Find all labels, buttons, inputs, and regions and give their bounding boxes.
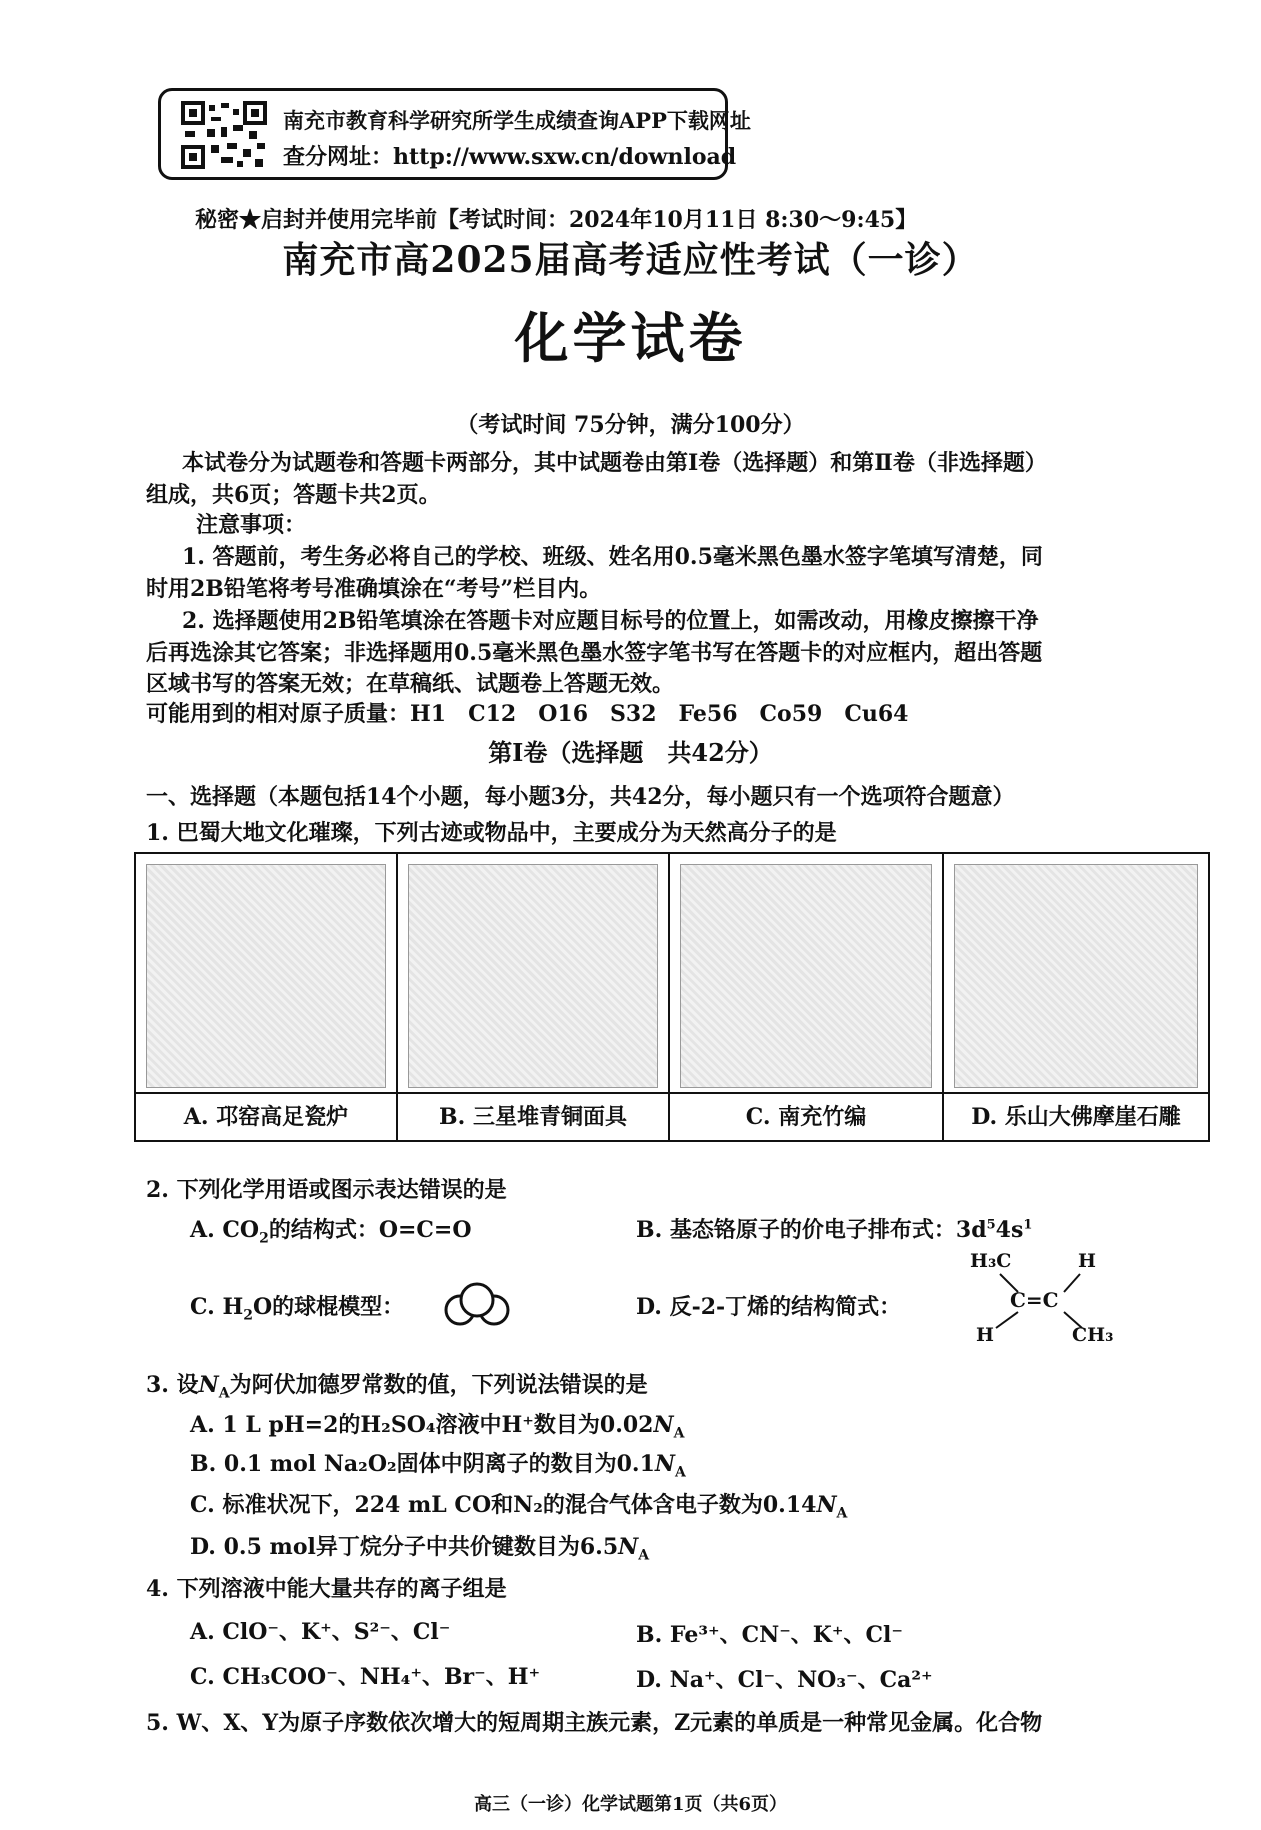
exam-title: 南充市高2025届高考适应性考试（一诊） bbox=[282, 239, 979, 281]
section-heading: 第Ⅰ卷（选择题 共42分） bbox=[488, 738, 773, 767]
q4-stem: 4. 下列溶液中能大量共存的离子组是 bbox=[146, 1576, 507, 1602]
q2-a-text: A. CO bbox=[190, 1217, 260, 1243]
avogadro-sub: A bbox=[218, 1385, 230, 1402]
q2-a-text: 的结构式：O=C=O bbox=[268, 1217, 472, 1243]
q4-option-c[interactable]: C. CH₃COO⁻、NH₄⁺、Br⁻、H⁺ bbox=[190, 1664, 541, 1690]
struct-bond-lines bbox=[960, 1250, 1120, 1350]
exam-duration: （考试时间 75分钟，满分100分） bbox=[456, 412, 805, 438]
q2-b-sup: 1 bbox=[1023, 1217, 1033, 1233]
avogadro-sub: A bbox=[638, 1547, 650, 1564]
q1-stem: 1. 巴蜀大地文化璀璨，下列古迹或物品中，主要成分为天然高分子的是 bbox=[146, 820, 837, 846]
bamboo-bull-image bbox=[680, 864, 932, 1088]
q2-option-d[interactable]: D. 反-2-丁烯的结构简式： bbox=[636, 1294, 902, 1320]
q2-stem: 2. 下列化学用语或图示表达错误的是 bbox=[146, 1177, 507, 1203]
avogadro-sub: A bbox=[836, 1505, 848, 1522]
q1-option-a: A. 邛窑高足瓷炉 bbox=[136, 1092, 396, 1140]
q4-option-d[interactable]: D. Na⁺、Cl⁻、NO₃⁻、Ca²⁺ bbox=[636, 1667, 933, 1693]
q2-b-text: 4s bbox=[995, 1217, 1024, 1243]
part-instructions: 一、选择题（本题包括14个小题，每小题3分，共42分，每小题只有一个选项符合题意） bbox=[146, 784, 1015, 810]
bronze-mask-image bbox=[408, 864, 658, 1088]
struct-h: H bbox=[976, 1324, 994, 1346]
q1-figure-table bbox=[134, 852, 1210, 1142]
porcelain-stove-image bbox=[146, 864, 386, 1088]
notice-item: 1. 答题前，考生务必将自己的学校、班级、姓名用0.5毫米黑色墨水签字笔填写清楚，同 bbox=[182, 544, 1043, 570]
qr-download-box bbox=[158, 88, 751, 180]
q3-stem bbox=[146, 1368, 648, 1401]
avogadro-symbol: N bbox=[618, 1534, 639, 1560]
q2-option-c[interactable] bbox=[190, 1290, 404, 1323]
page-footer: 高三（一诊）化学试题第1页（共6页） bbox=[473, 1794, 788, 1815]
q1-option-c: C. 南充竹编 bbox=[670, 1092, 942, 1140]
score-url-text[interactable]: 查分网址：http://www.sxw.cn/download bbox=[283, 144, 737, 170]
q3-c-text: C. 标准状况下，224 mL CO和N₂的混合气体含电子数为0.14 bbox=[190, 1492, 817, 1518]
struct-h3c: H₃C bbox=[970, 1250, 1012, 1272]
q3-option-a[interactable] bbox=[190, 1408, 684, 1441]
q1-option-d: D. 乐山大佛摩崖石雕 bbox=[944, 1092, 1208, 1140]
q4-option-a[interactable]: A. ClO⁻、K⁺、S²⁻、Cl⁻ bbox=[190, 1619, 451, 1645]
notice-item: 2. 选择题使用2B铅笔填涂在答题卡对应题目标号的位置上，如需改动，用橡皮擦擦干净 bbox=[182, 608, 1039, 634]
q2-b-text: B. 基态铬原子的价电子排布式：3d bbox=[636, 1217, 987, 1243]
q1-option-cell[interactable] bbox=[670, 854, 944, 1140]
notice-item: 时用2B铅笔将考号准确填涂在“考号”栏目内。 bbox=[146, 576, 602, 602]
q2-c-sub: 2 bbox=[243, 1307, 253, 1324]
q3-d-text: D. 0.5 mol异丁烷分子中共价键数目为6.5 bbox=[190, 1534, 619, 1560]
q2-b-sup: 5 bbox=[986, 1217, 996, 1233]
water-ball-stick-model-icon bbox=[442, 1282, 512, 1328]
q5-stem: 5. W、X、Y为原子序数依次增大的短周期主族元素，Z元素的单质是一种常见金属。化合物 bbox=[146, 1710, 1043, 1736]
q2-c-text: O的球棍模型： bbox=[252, 1294, 405, 1320]
q2-option-b[interactable] bbox=[636, 1213, 1032, 1244]
struct-ch3: CH₃ bbox=[1072, 1324, 1114, 1346]
struct-h: H bbox=[1078, 1250, 1096, 1272]
q3-a-text: A. 1 L pH=2的H₂SO₄溶液中H⁺数目为0.02 bbox=[190, 1412, 654, 1438]
notice-title: 注意事项： bbox=[196, 512, 307, 538]
avogadro-symbol: N bbox=[654, 1451, 675, 1477]
q3-option-c[interactable] bbox=[190, 1488, 847, 1521]
avogadro-sub: A bbox=[675, 1464, 686, 1481]
notice-item: 区域书写的答案无效；在草稿纸、试题卷上答题无效。 bbox=[146, 671, 675, 697]
struct-double-bond: C=C bbox=[1010, 1288, 1059, 1312]
q3-stem-text: 为阿伏加德罗常数的值，下列说法错误的是 bbox=[229, 1372, 648, 1398]
q2-a-sub: 2 bbox=[259, 1230, 269, 1247]
avogadro-symbol: N bbox=[198, 1372, 219, 1398]
intro-line: 组成，共6页；答题卡共2页。 bbox=[146, 482, 441, 508]
stone-carving-image bbox=[954, 864, 1198, 1088]
atomic-masses: 可能用到的相对原子质量：H1 C12 O16 S32 Fe56 Co59 Cu64 bbox=[146, 701, 909, 727]
subject-title: 化学试卷 bbox=[514, 306, 747, 370]
qr-code-icon[interactable] bbox=[181, 101, 267, 169]
q2-c-text: C. H bbox=[190, 1294, 244, 1320]
q3-option-b[interactable] bbox=[190, 1447, 686, 1480]
notice-item: 后再选涂其它答案；非选择题用0.5毫米黑色墨水签字笔书写在答题卡的对应框内，超出答题 bbox=[146, 640, 1043, 666]
q3-b-text: B. 0.1 mol Na₂O₂固体中阴离子的数目为0.1 bbox=[190, 1451, 655, 1477]
q1-option-cell[interactable] bbox=[944, 854, 1208, 1140]
q1-option-cell[interactable] bbox=[398, 854, 670, 1140]
trans-2-butene-structure bbox=[960, 1250, 1120, 1350]
q4-option-b[interactable]: B. Fe³⁺、CN⁻、K⁺、Cl⁻ bbox=[636, 1622, 904, 1648]
avogadro-sub: A bbox=[673, 1425, 685, 1442]
secret-notice: 秘密★启封并使用完毕前【考试时间：2024年10月11日 8:30～9:45】 bbox=[195, 207, 918, 233]
avogadro-symbol: N bbox=[653, 1412, 674, 1438]
app-download-text: 南充市教育科学研究所学生成绩查询APP下载网址 bbox=[283, 108, 751, 133]
intro-line: 本试卷分为试题卷和答题卡两部分，其中试题卷由第Ⅰ卷（选择题）和第Ⅱ卷（非选择题） bbox=[182, 450, 1047, 476]
q3-option-d[interactable] bbox=[190, 1530, 649, 1563]
q1-option-b: B. 三星堆青铜面具 bbox=[398, 1092, 668, 1140]
q2-option-a[interactable] bbox=[190, 1213, 472, 1246]
avogadro-symbol: N bbox=[816, 1492, 837, 1518]
q1-option-cell[interactable] bbox=[136, 854, 398, 1140]
q3-stem-text: 3. 设 bbox=[146, 1372, 199, 1398]
